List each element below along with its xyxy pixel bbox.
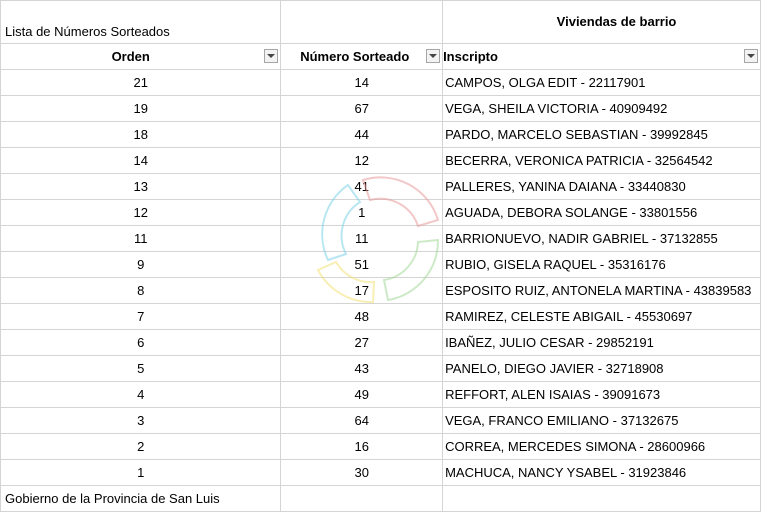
table-row	[1, 96, 761, 122]
table-row	[1, 304, 761, 330]
inscripto-cell[interactable]: IBAÑEZ, JULIO CESAR - 29852191	[443, 330, 761, 356]
table-row	[1, 200, 761, 226]
inscripto-cell[interactable]: CORREA, MERCEDES SIMONA - 28600966	[443, 434, 761, 460]
inscripto-cell[interactable]: VEGA, SHEILA VICTORIA - 40909492	[443, 96, 761, 122]
orden-cell[interactable]: 12	[1, 200, 281, 226]
inscripto-cell[interactable]: PARDO, MARCELO SEBASTIAN - 39992845	[443, 122, 761, 148]
orden-cell[interactable]: 11	[1, 226, 281, 252]
table-row	[1, 460, 761, 486]
table-row	[1, 434, 761, 460]
inscripto-cell[interactable]: RAMIREZ, CELESTE ABIGAIL - 45530697	[443, 304, 761, 330]
table-row	[1, 278, 761, 304]
orden-cell[interactable]: 18	[1, 122, 281, 148]
filter-orden-button[interactable]	[264, 49, 278, 63]
numero-cell[interactable]: 43	[281, 356, 443, 382]
numero-cell[interactable]: 12	[281, 148, 443, 174]
column-header-orden-label: Orden	[111, 49, 150, 64]
orden-cell[interactable]: 1	[1, 460, 281, 486]
footer-row	[1, 486, 761, 512]
numero-cell[interactable]: 30	[281, 460, 443, 486]
table-row	[1, 382, 761, 408]
orden-cell[interactable]: 21	[1, 70, 281, 96]
table-row	[1, 148, 761, 174]
inscripto-cell[interactable]: RUBIO, GISELA RAQUEL - 35316176	[443, 252, 761, 278]
orden-cell[interactable]: 14	[1, 148, 281, 174]
column-header-inscripto-label: Inscripto	[443, 49, 498, 64]
inscripto-cell[interactable]: CAMPOS, OLGA EDIT - 22117901	[443, 70, 761, 96]
orden-cell[interactable]: 8	[1, 278, 281, 304]
footer-text: Gobierno de la Provincia de San Luis	[1, 486, 281, 512]
orden-cell[interactable]: 2	[1, 434, 281, 460]
empty-cell[interactable]	[443, 486, 761, 512]
orden-cell[interactable]: 3	[1, 408, 281, 434]
orden-cell[interactable]: 19	[1, 96, 281, 122]
header-row	[1, 44, 761, 70]
filter-dropdown-icon	[267, 54, 275, 58]
filter-inscripto-button[interactable]	[744, 49, 758, 63]
inscripto-cell[interactable]: PALLERES, YANINA DAIANA - 33440830	[443, 174, 761, 200]
column-header-orden[interactable]	[1, 44, 281, 70]
numero-cell[interactable]: 67	[281, 96, 443, 122]
numero-cell[interactable]: 64	[281, 408, 443, 434]
orden-cell[interactable]: 6	[1, 330, 281, 356]
column-header-numero[interactable]	[281, 44, 443, 70]
inscripto-cell[interactable]: PANELO, DIEGO JAVIER - 32718908	[443, 356, 761, 382]
table-row	[1, 70, 761, 96]
table-row	[1, 226, 761, 252]
orden-cell[interactable]: 4	[1, 382, 281, 408]
column-header-inscripto[interactable]	[443, 44, 761, 70]
numero-cell[interactable]: 48	[281, 304, 443, 330]
empty-cell[interactable]	[281, 486, 443, 512]
orden-cell[interactable]: 7	[1, 304, 281, 330]
column-header-numero-label: Número Sorteado	[300, 49, 410, 64]
numero-cell[interactable]: 51	[281, 252, 443, 278]
inscripto-cell[interactable]: MACHUCA, NANCY YSABEL - 31923846	[443, 460, 761, 486]
inscripto-cell[interactable]: BARRIONUEVO, NADIR GABRIEL - 37132855	[443, 226, 761, 252]
numero-cell[interactable]: 44	[281, 122, 443, 148]
table-row	[1, 122, 761, 148]
inscripto-cell[interactable]: VEGA, FRANCO EMILIANO - 37132675	[443, 408, 761, 434]
table-row	[1, 330, 761, 356]
table-row	[1, 252, 761, 278]
page-title: Lista de Números Sorteados	[1, 1, 281, 44]
inscripto-cell[interactable]: ESPOSITO RUIZ, ANTONELA MARTINA - 43839583	[443, 278, 761, 304]
filter-dropdown-icon	[429, 54, 437, 58]
filter-numero-button[interactable]	[426, 49, 440, 63]
orden-cell[interactable]: 13	[1, 174, 281, 200]
numero-cell[interactable]: 1	[281, 200, 443, 226]
numero-cell[interactable]: 49	[281, 382, 443, 408]
numero-cell[interactable]: 14	[281, 70, 443, 96]
numero-cell[interactable]: 17	[281, 278, 443, 304]
numero-cell[interactable]: 11	[281, 226, 443, 252]
title-row	[1, 1, 761, 44]
orden-cell[interactable]: 5	[1, 356, 281, 382]
numero-cell[interactable]: 27	[281, 330, 443, 356]
page-subtitle: Viviendas de barrio	[443, 1, 761, 44]
orden-cell[interactable]: 9	[1, 252, 281, 278]
table-row	[1, 408, 761, 434]
numero-cell[interactable]: 41	[281, 174, 443, 200]
numero-cell[interactable]: 16	[281, 434, 443, 460]
empty-cell[interactable]	[281, 1, 443, 44]
filter-dropdown-icon	[747, 54, 755, 58]
inscripto-cell[interactable]: AGUADA, DEBORA SOLANGE - 33801556	[443, 200, 761, 226]
table-row	[1, 356, 761, 382]
inscripto-cell[interactable]: REFFORT, ALEN ISAIAS - 39091673	[443, 382, 761, 408]
table-row	[1, 174, 761, 200]
inscripto-cell[interactable]: BECERRA, VERONICA PATRICIA - 32564542	[443, 148, 761, 174]
